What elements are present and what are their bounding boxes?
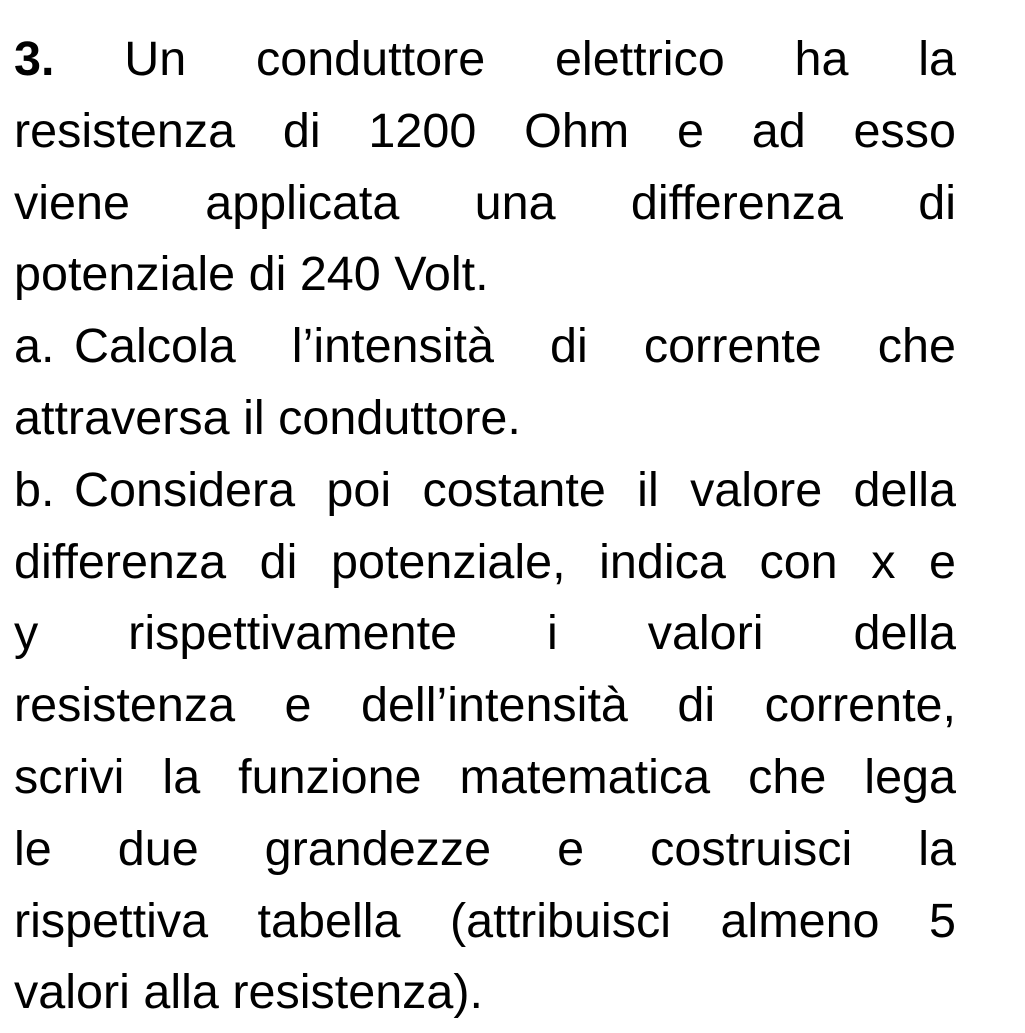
- problem-number: 3.: [14, 32, 55, 86]
- problem-intro-line-3: viene applicata una differenza di: [14, 175, 956, 230]
- problem-line-1: [14, 24, 956, 96]
- part-b-line-1: [14, 455, 956, 527]
- part-b-marker: b.: [14, 462, 55, 517]
- part-b-text-7: rispettiva tabella (attribuisci almeno 5: [14, 893, 956, 948]
- part-a-text-2: attraversa il conduttore.: [14, 390, 521, 445]
- problem-intro-line-1: Un conduttore elettrico ha la: [124, 32, 956, 86]
- problem-intro-line-4: potenziale di 240 Volt.: [14, 247, 489, 302]
- part-b-text-8: valori alla resistenza).: [14, 965, 484, 1020]
- problem-intro-line-2: resistenza di 1200 Ohm e ad esso: [14, 103, 956, 158]
- part-b-text-4: resistenza e dell’intensità di corrente,: [14, 678, 956, 733]
- part-b-text-3: y rispettivamente i valori della: [14, 606, 956, 661]
- part-a-marker: a.: [14, 319, 55, 374]
- part-b-text-1: Considera poi costante il valore della: [74, 462, 956, 517]
- part-b-text-6: le due grandezze e costruisci la: [14, 821, 956, 876]
- exercise-text: [14, 24, 956, 1029]
- part-b-text-2: differenza di potenziale, indica con x e: [14, 534, 956, 589]
- part-b-text-5: scrivi la funzione matematica che lega: [14, 749, 956, 804]
- part-a-text-1: Calcola l’intensità di corrente che: [74, 319, 956, 374]
- part-a-line-1: [14, 311, 956, 383]
